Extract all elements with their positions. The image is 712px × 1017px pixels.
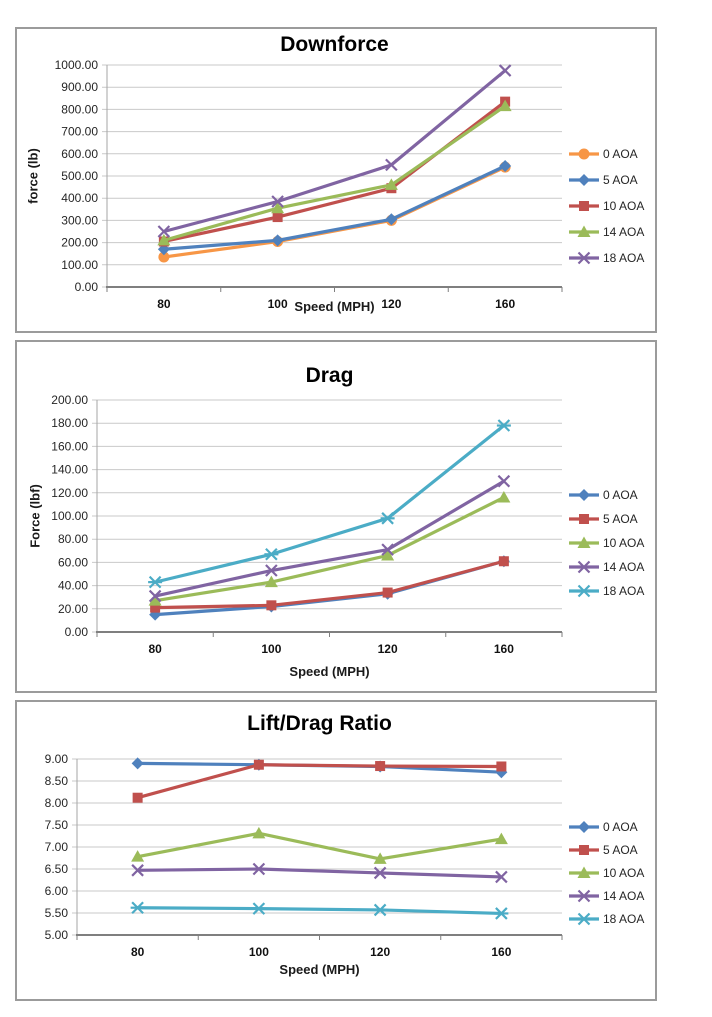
y-tick-label: 500.00 — [61, 169, 98, 183]
square-marker — [383, 588, 393, 598]
y-tick-label: 200.00 — [61, 235, 98, 250]
circle-marker-glyph — [579, 149, 590, 160]
downforce-chart-panel — [15, 27, 657, 333]
y-tick-label: 0.00 — [74, 280, 98, 294]
square-marker — [273, 212, 283, 222]
x-marker-glyph — [500, 65, 511, 76]
y-tick-label: 5.50 — [44, 906, 68, 920]
square-marker — [579, 514, 589, 524]
y-tick-label: 20.00 — [57, 601, 88, 616]
chart-title-drag: Drag — [305, 364, 354, 387]
y-tick-label: 8.00 — [44, 796, 68, 810]
legend-item-5-aoa — [569, 843, 638, 857]
series-line-5-aoa — [164, 166, 505, 249]
x-marker — [498, 476, 509, 487]
legend-label: 0 AOA — [603, 147, 638, 161]
y-tick-label: 900.00 — [61, 80, 98, 95]
x-marker — [500, 65, 511, 76]
x-tick-label: 100 — [261, 642, 282, 656]
y-tick-label: 140.00 — [51, 462, 88, 477]
legend-label: 5 AOA — [603, 843, 638, 857]
diamond-marker — [578, 489, 590, 501]
asterisk-marker — [577, 914, 591, 925]
y-tick-label: 7.00 — [44, 840, 68, 854]
y-tick-label: 100.00 — [61, 257, 98, 272]
square-marker — [496, 761, 506, 771]
square-marker — [375, 761, 385, 771]
asterisk-marker — [381, 513, 395, 524]
diamond-marker-glyph — [578, 174, 590, 186]
series-line-14-aoa — [155, 481, 504, 596]
diamond-marker-glyph — [578, 489, 590, 501]
square-marker-glyph — [579, 514, 589, 524]
lift-drag-plot-area — [17, 702, 655, 999]
x-tick-label: 120 — [381, 297, 402, 311]
legend-item-0-aoa — [569, 147, 638, 161]
y-tick-label: 1000.00 — [54, 58, 98, 72]
y-tick-label: 400.00 — [61, 191, 98, 206]
x-axis-title: Speed (MPH) — [294, 299, 375, 314]
series-line-18-aoa — [164, 71, 505, 232]
downforce-plot-area — [17, 29, 655, 331]
y-tick-label: 160.00 — [51, 439, 88, 454]
legend-item-18-aoa — [569, 912, 644, 926]
x-tick-label: 80 — [157, 297, 171, 311]
y-tick-label: 5.00 — [44, 928, 68, 942]
square-marker — [133, 793, 143, 803]
x-tick-label: 160 — [493, 642, 514, 656]
asterisk-marker — [131, 902, 145, 913]
asterisk-marker — [264, 549, 278, 560]
square-marker — [579, 201, 589, 211]
x-tick-label: 100 — [248, 945, 269, 959]
x-tick-label: 80 — [148, 642, 162, 656]
legend-item-18-aoa — [569, 251, 644, 265]
legend-item-10-aoa — [569, 536, 644, 550]
y-tick-label: 9.00 — [44, 752, 68, 766]
legend-label: 14 AOA — [603, 560, 645, 574]
legend-item-14-aoa — [569, 225, 644, 239]
series-line-10-aoa — [138, 833, 502, 859]
legend-item-10-aoa — [569, 866, 644, 880]
square-marker-glyph — [133, 793, 143, 803]
diamond-marker-glyph — [578, 821, 590, 833]
x-axis-title: Speed (MPH) — [279, 962, 360, 977]
y-tick-label: 6.00 — [44, 884, 68, 898]
y-tick-label: 120.00 — [51, 485, 88, 500]
legend-label: 10 AOA — [603, 536, 645, 550]
asterisk-marker — [252, 903, 266, 914]
legend-label: 0 AOA — [603, 820, 638, 834]
y-tick-label: 60.00 — [57, 555, 88, 570]
y-axis-title: force (lb) — [25, 148, 41, 204]
diamond-marker — [578, 821, 590, 833]
x-tick-label: 160 — [495, 297, 516, 311]
legend-item-14-aoa — [569, 889, 644, 903]
legend-item-5-aoa — [569, 512, 638, 526]
y-tick-label: 40.00 — [57, 578, 88, 593]
legend-label: 18 AOA — [603, 912, 645, 926]
y-tick-label: 800.00 — [61, 102, 98, 117]
legend-item-0-aoa — [569, 488, 638, 502]
square-marker-glyph — [254, 760, 264, 770]
legend-label: 10 AOA — [603, 199, 645, 213]
square-marker-glyph — [496, 761, 506, 771]
square-marker-glyph — [375, 761, 385, 771]
y-tick-label: 100.00 — [51, 509, 88, 523]
y-tick-label: 80.00 — [57, 532, 88, 547]
square-marker-glyph — [499, 556, 509, 566]
legend-item-0-aoa — [569, 820, 638, 834]
legend-label: 18 AOA — [603, 251, 645, 265]
x-tick-label: 120 — [370, 945, 391, 959]
series-line-0-aoa — [164, 167, 505, 257]
y-axis-title: Force (lbf) — [27, 484, 43, 548]
y-tick-label: 6.50 — [44, 862, 68, 876]
y-tick-label: 300.00 — [61, 213, 98, 228]
diamond-marker — [578, 174, 590, 186]
series-line-14-aoa — [138, 869, 502, 877]
legend-label: 14 AOA — [603, 225, 645, 239]
x-tick-label: 80 — [130, 945, 145, 959]
lift-drag-ratio-chart-panel — [15, 700, 657, 1001]
y-tick-label: 200.00 — [51, 393, 88, 407]
drag-chart-panel — [15, 340, 657, 693]
asterisk-marker — [373, 904, 387, 915]
legend-item-18-aoa — [569, 584, 644, 598]
asterisk-marker — [497, 420, 511, 431]
x-axis-title: Speed (MPH) — [289, 664, 370, 679]
legend-label: 14 AOA — [603, 889, 645, 903]
legend-label: 0 AOA — [603, 488, 638, 502]
y-tick-label: 600.00 — [61, 146, 98, 161]
legend-item-5-aoa — [569, 173, 638, 187]
legend-item-14-aoa — [569, 560, 644, 574]
x-marker-glyph — [498, 476, 509, 487]
y-tick-label: 0.00 — [64, 625, 88, 639]
square-marker — [499, 556, 509, 566]
y-tick-label: 7.50 — [44, 818, 68, 832]
square-marker-glyph — [273, 212, 283, 222]
chart-title-downforce: Downforce — [280, 33, 389, 56]
square-marker — [579, 845, 589, 855]
x-tick-label: 160 — [491, 945, 512, 959]
chart-title-lift-drag-ratio: Lift/Drag Ratio — [247, 712, 392, 735]
x-tick-label: 100 — [267, 297, 288, 311]
drag-plot-area — [17, 342, 655, 691]
y-tick-label: 180.00 — [51, 416, 88, 431]
x-tick-label: 120 — [377, 642, 398, 656]
legend-label: 10 AOA — [603, 866, 645, 880]
asterisk-marker — [577, 586, 591, 597]
square-marker-glyph — [579, 201, 589, 211]
legend-label: 18 AOA — [603, 584, 645, 598]
square-marker — [254, 760, 264, 770]
legend-label: 5 AOA — [603, 512, 638, 526]
y-tick-label: 700.00 — [61, 124, 98, 139]
square-marker-glyph — [383, 588, 393, 598]
square-marker — [266, 600, 276, 610]
y-tick-label: 8.50 — [44, 774, 68, 788]
legend-item-10-aoa — [569, 199, 644, 213]
legend-label: 5 AOA — [603, 173, 638, 187]
square-marker-glyph — [579, 845, 589, 855]
circle-marker — [579, 149, 590, 160]
square-marker-glyph — [266, 600, 276, 610]
asterisk-marker — [494, 908, 508, 919]
